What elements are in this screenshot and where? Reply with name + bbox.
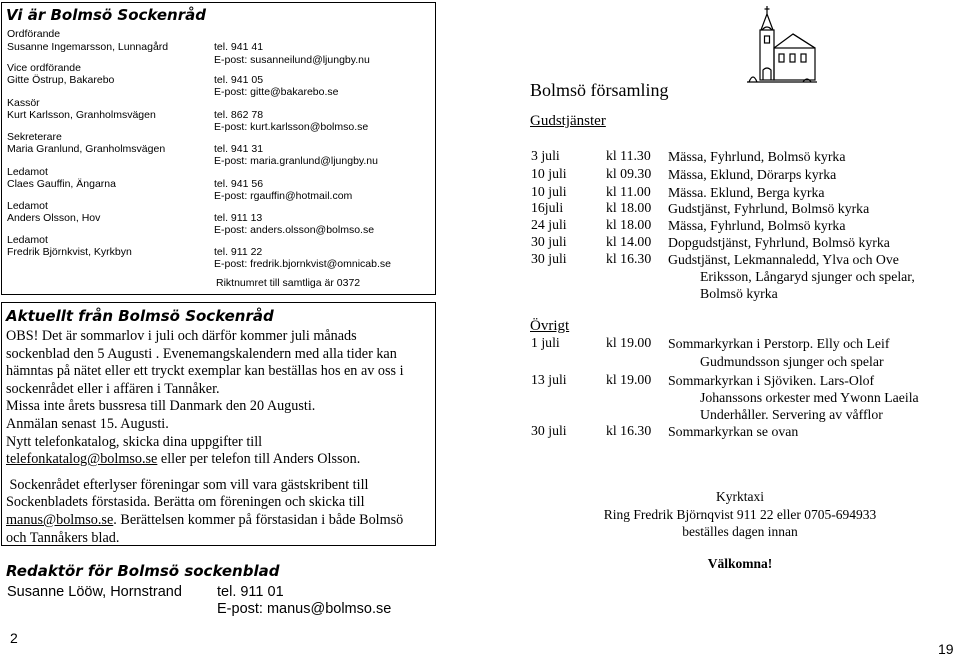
member-tel: tel. 862 78	[214, 109, 264, 121]
service-desc: Eriksson, Långaryd sjunger och spelar,	[700, 269, 915, 284]
member-name: Fredrik Björnkvist, Kyrkbyn	[7, 246, 132, 258]
event-date: 13 juli	[531, 372, 567, 387]
member-name: Gitte Östrup, Bakarebo	[7, 74, 115, 86]
news-line: Sockenbladets förstasida. Berätta om föreningen och skicka till	[6, 494, 365, 511]
editor-email: E-post: manus@bolmso.se	[217, 601, 392, 617]
member-email: E-post: rgauffin@hotmail.com	[214, 190, 353, 202]
member-tel: tel. 941 31	[214, 143, 264, 155]
area-code-note: Riktnumret till samtliga är 0372	[216, 277, 361, 289]
telefonkatalog-email-link[interactable]: telefonkatalog@bolmso.se	[6, 451, 158, 468]
news-line: OBS! Det är sommarlov i juli och därför kommer juli månads	[6, 328, 357, 344]
service-desc: Mässa, Eklund, Dörarps kyrka	[668, 167, 837, 182]
member-email: E-post: fredrik.bjornkvist@omnicab.se	[214, 258, 391, 270]
member-name: Anders Olsson, Hov	[7, 212, 101, 224]
service-date: 10 juli	[531, 184, 567, 199]
member-tel: tel. 911 22	[214, 246, 263, 258]
event-time: kl 19.00	[606, 335, 652, 350]
welcome-text: Välkomna!	[707, 556, 773, 571]
service-time: kl 11.30	[606, 148, 651, 163]
editor-name: Susanne Lööw, Hornstrand	[7, 584, 182, 600]
event-time: kl 19.00	[606, 372, 652, 387]
member-role: Sekreterare	[7, 131, 62, 143]
service-desc: Gudstjänst, Fyhrlund, Bolmsö kyrka	[668, 201, 870, 216]
member-tel: tel. 941 05	[214, 74, 264, 86]
member-role: Vice ordförande	[7, 62, 81, 74]
news-line: och Tannåkers blad.	[6, 529, 120, 546]
member-name: Claes Gauffin, Ängarna	[7, 178, 116, 190]
service-desc: Gudstjänst, Lekmannaledd, Ylva och Ove	[668, 252, 899, 267]
other-heading: Övrigt	[530, 318, 570, 334]
service-time: kl 09.30	[606, 166, 652, 181]
page-number-left: 2	[10, 630, 18, 646]
news-text: . Berättelsen kommer på förstasidan i både Bolmsö	[113, 511, 404, 528]
member-email: E-post: anders.olsson@bolmso.se	[214, 224, 375, 236]
editor-title: Redaktör för Bolmsö sockenblad	[6, 562, 280, 580]
service-desc: Dopgudstjänst, Fyhrlund, Bolmsö kyrka	[668, 235, 890, 250]
news-title: Aktuellt från Bolmsö Sockenråd	[6, 307, 274, 325]
member-name: Maria Granlund, Granholmsvägen	[7, 143, 166, 155]
service-time: kl 11.00	[606, 184, 651, 199]
service-time: kl 16.30	[606, 251, 652, 266]
member-role: Ledamot	[7, 200, 48, 212]
page-number-right: 19	[938, 641, 954, 657]
news-line: hämntas på nätet eller ett tryckt exemplar kan beställas hos en av oss i	[6, 363, 404, 380]
news-line: Missa inte årets bussresa till Danmark den 20 Augusti.	[6, 398, 316, 415]
news-line: Sockenrådet efterlyser föreningar som vill vara gästskribent till	[6, 476, 369, 493]
member-email: E-post: susanneilund@ljungby.nu	[214, 54, 370, 66]
member-tel: tel. 941 56	[214, 178, 264, 190]
member-email: E-post: gitte@bakarebo.se	[214, 86, 339, 98]
event-time: kl 16.30	[606, 423, 652, 438]
event-desc: Sommarkyrkan se ovan	[668, 424, 799, 439]
service-date: 24 juli	[531, 217, 567, 232]
service-desc: Mässa, Fyhrlund, Bolmsö kyrka	[668, 149, 846, 164]
event-desc: Sommarkyrkan i Perstorp. Elly och Leif	[668, 336, 890, 351]
taxi-line: Kyrktaxi	[716, 489, 764, 504]
news-body	[6, 328, 432, 547]
service-date: 3 juli	[531, 148, 560, 163]
taxi-line: Ring Fredrik Björnqvist 911 22 eller 0705-694933	[603, 506, 877, 522]
service-desc: Mässa, Fyhrlund, Bolmsö kyrka	[668, 218, 846, 233]
news-text: eller per telefon till Anders Olsson.	[157, 451, 361, 468]
member-email: E-post: maria.granlund@ljungby.nu	[214, 155, 378, 167]
event-date: 1 juli	[531, 335, 560, 350]
member-email: E-post: kurt.karlsson@bolmso.se	[214, 121, 369, 133]
board-title: Vi är Bolmsö Sockenråd	[6, 6, 206, 24]
service-desc: Mässa. Eklund, Berga kyrka	[668, 185, 825, 200]
church-taxi-notice	[590, 488, 890, 541]
event-date: 30 juli	[531, 423, 567, 438]
member-tel: tel. 911 13	[214, 212, 263, 224]
event-desc: Underhåller. Servering av våfflor	[700, 407, 883, 422]
service-time: kl 18.00	[606, 200, 652, 215]
member-name: Susanne Ingemarsson, Lunnagård	[7, 41, 169, 53]
event-desc: Sommarkyrkan i Sjöviken. Lars-Olof	[668, 373, 875, 388]
service-date: 10 juli	[531, 166, 567, 181]
member-role: Ledamot	[7, 234, 48, 246]
service-time: kl 18.00	[606, 217, 652, 232]
event-desc: Gudmundsson sjunger och spelar	[700, 354, 884, 369]
member-role: Ledamot	[7, 166, 48, 178]
member-name: Kurt Karlsson, Granholmsvägen	[7, 109, 156, 121]
news-line: Anmälan senast 15. Augusti.	[6, 415, 169, 432]
service-time: kl 14.00	[606, 234, 652, 249]
service-desc: Bolmsö kyrka	[700, 286, 778, 301]
manus-email-link[interactable]: manus@bolmso.se	[6, 511, 114, 528]
church-icon	[745, 4, 817, 86]
service-date: 30 juli	[531, 251, 567, 266]
parish-title: Bolmsö församling	[530, 80, 669, 100]
service-date: 16juli	[531, 200, 564, 215]
taxi-line: beställes dagen innan	[682, 524, 798, 539]
news-line: Nytt telefonkatalog, skicka dina uppgifter till	[6, 433, 263, 450]
news-line: sockenrådet eller i affären i Tannåker.	[6, 380, 220, 397]
member-tel: tel. 941 41	[214, 41, 264, 53]
event-desc: Johanssons orkester med Ywonn Laeila	[700, 390, 919, 405]
member-role: Kassör	[7, 97, 40, 109]
editor-tel: tel. 911 01	[217, 584, 284, 600]
services-heading: Gudstjänster	[530, 113, 606, 129]
news-line: sockenblad den 5 Augusti . Evenemangskalendern med alla tider kan	[6, 345, 397, 362]
service-date: 30 juli	[531, 234, 567, 249]
member-role: Ordförande	[7, 28, 61, 40]
